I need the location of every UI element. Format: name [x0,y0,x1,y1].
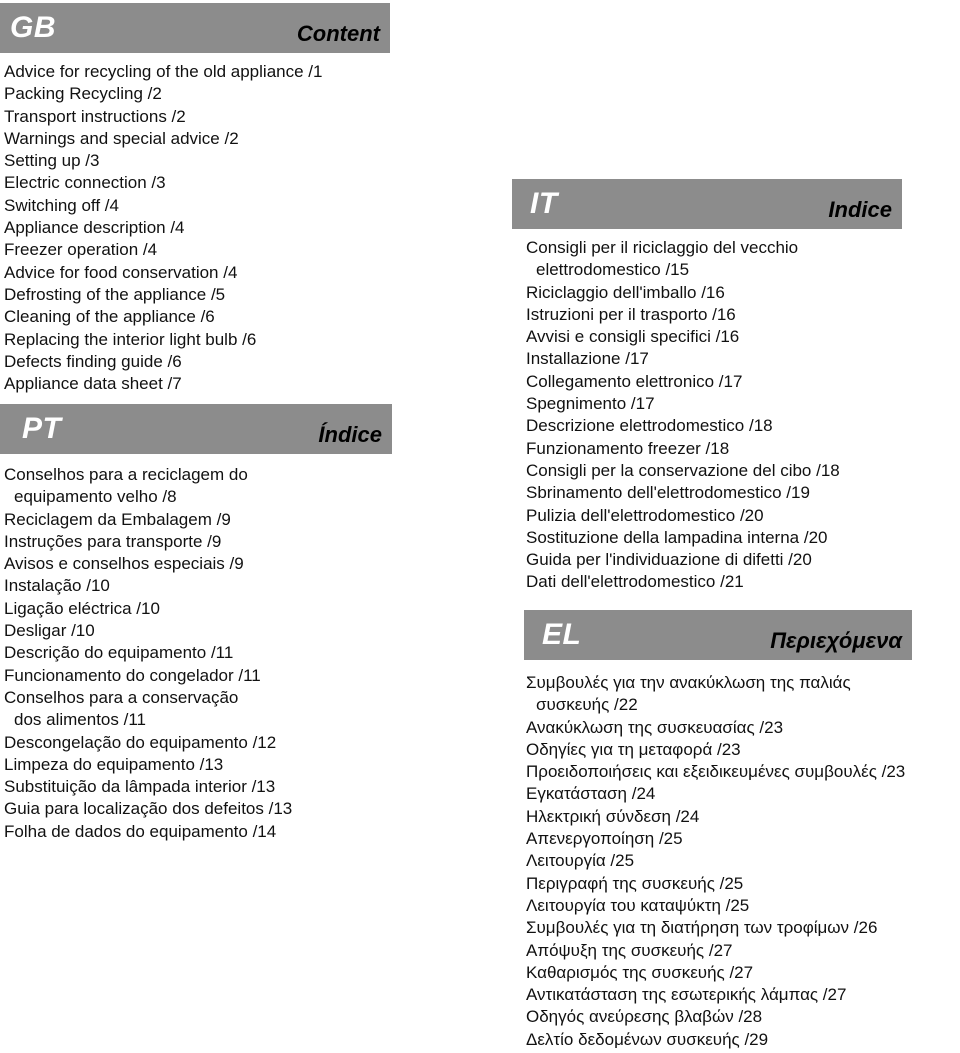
toc-section-it [512,179,902,594]
toc-entry: Συμβουλές για τη διατήρηση των τροφίμων /26 [526,918,878,938]
section-header-gb [0,3,390,53]
toc-entry: Appliance description /4 [4,218,185,238]
toc-entry-line: Consigli per il riciclaggio del vecchio [526,238,799,257]
toc-entry: Descrição do equipamento /11 [4,643,234,663]
section-header-pt [0,404,392,454]
toc-entry: Reciclagem da Embalagem /9 [4,509,231,529]
toc-entry: Consigli per la conservazione del cibo /18 [526,460,840,480]
toc-entry: Απενεργοποίηση /25 [526,829,683,849]
toc-entry: Λειτουργία του καταψύκτη /25 [526,895,750,915]
toc-entry-continuation: equipamento velho /8 [14,487,177,507]
section-header-el [524,610,912,660]
toc-entry: Ηλεκτρική σύνδεση /24 [526,806,700,826]
toc-entry: Απόψυξη της συσκευής /27 [526,940,733,960]
toc-entry: Guia para localização dos defeitos /13 [4,799,293,819]
toc-entry: Funcionamento do congelador /11 [4,665,261,685]
section-heading: Indice [828,197,892,222]
toc-entry: Οδηγίες για τη μεταφορά /23 [526,739,741,759]
section-heading: Índice [318,422,382,447]
toc-entry [526,237,902,282]
toc-entry: Freezer operation /4 [4,240,158,260]
toc-entry: Desligar /10 [4,621,95,641]
toc-entry: Descrizione elettrodomestico /18 [526,416,773,436]
toc-entry-line: Conselhos para a conservação [4,687,239,707]
toc-entry: Sostituzione della lampadina interna /20 [526,527,828,547]
toc-entry: Limpeza do equipamento /13 [4,754,224,774]
toc-entry: Spegnimento /17 [526,394,655,414]
toc-entry: Ανακύκλωση της συσκευασίας /23 [526,717,784,737]
toc-entry: Instruções para transporte /9 [4,531,222,551]
toc-entry: Avvisi e consigli specifici /16 [526,327,740,347]
language-code: PT [22,412,62,445]
toc-entry: Guida per l'individuazione di difetti /20 [526,550,812,570]
toc-entry: Istruzioni per il trasporto /16 [526,304,736,324]
toc-entry: Folha de dados do equipamento /14 [4,821,277,841]
toc-entry: Καθαρισμός της συσκευής /27 [526,962,754,982]
toc-entry-line: Συμβουλές για την ανακύκλωση της παλιάς [526,673,851,692]
toc-entry: Instalação /10 [4,576,110,596]
toc-entry: Dati dell'elettrodomestico /21 [526,572,744,592]
toc-entry: Defects finding guide /6 [4,351,182,371]
toc-entry: Transport instructions /2 [4,106,186,126]
toc-entry: Packing Recycling /2 [4,84,162,104]
toc-list-el [524,672,912,1051]
toc-entry: Περιγραφή της συσκευής /25 [526,873,744,893]
toc-entry: Δελτίο δεδομένων συσκευής /29 [526,1029,769,1049]
toc-entry: Advice for recycling of the old appliance /1 [4,62,323,81]
toc-entry: Defrosting of the appliance /5 [4,284,226,304]
toc-list-it [512,237,902,594]
toc-entry-continuation: elettrodomestico /15 [536,260,690,280]
toc-entry: Setting up /3 [4,151,100,171]
toc-section-pt [0,404,392,843]
toc-entry: Pulizia dell'elettrodomestico /20 [526,505,764,525]
toc-section-el [524,610,912,1051]
toc-entry: Advice for food conservation /4 [4,262,238,282]
language-code: GB [10,11,56,44]
toc-entry: Substituição da lâmpada interior /13 [4,777,276,797]
toc-entry: Sbrinamento dell'elettrodomestico /19 [526,483,810,503]
toc-entry-line: Conselhos para a reciclagem do [4,465,248,484]
toc-entry: Electric connection /3 [4,173,166,193]
toc-entry: Cleaning of the appliance /6 [4,307,215,327]
toc-entry: Installazione /17 [526,349,649,369]
toc-entry: Switching off /4 [4,195,119,215]
toc-entry: Ligação eléctrica /10 [4,598,160,618]
toc-section-gb [0,3,390,395]
toc-entry: Οδηγός ανεύρεσης βλαβών /28 [526,1007,763,1027]
toc-entry: Εγκατάσταση /24 [526,784,656,804]
toc-entry: Descongelação do equipamento /12 [4,732,277,752]
language-code: IT [530,187,558,220]
toc-list-pt [0,464,392,843]
toc-entry [4,464,392,509]
toc-entry-continuation: συσκευής /22 [536,695,638,715]
language-code: EL [542,618,582,651]
toc-entry: Funzionamento freezer /18 [526,438,730,458]
toc-entry: Προειδοποιήσεις και εξειδικευμένες συμβουλές /23 [526,762,906,782]
toc-list-gb [0,61,390,395]
toc-entry: Avisos e conselhos especiais /9 [4,554,244,574]
toc-entry: Αντικατάσταση της εσωτερικής λάμπας /27 [526,985,847,1005]
toc-entry: Collegamento elettronico /17 [526,371,743,391]
toc-entry [526,672,912,717]
toc-entry: Λειτουργία /25 [526,851,635,871]
toc-entry-continuation: dos alimentos /11 [14,710,146,730]
toc-entry: Replacing the interior light bulb /6 [4,329,257,349]
section-heading: Περιεχόμενα [770,628,902,653]
toc-entry: Appliance data sheet /7 [4,374,182,394]
section-header-it [512,179,902,229]
section-heading: Content [296,21,380,46]
toc-entry: Riciclaggio dell'imballo /16 [526,282,725,302]
toc-entry [4,687,392,732]
toc-entry: Warnings and special advice /2 [4,128,239,148]
